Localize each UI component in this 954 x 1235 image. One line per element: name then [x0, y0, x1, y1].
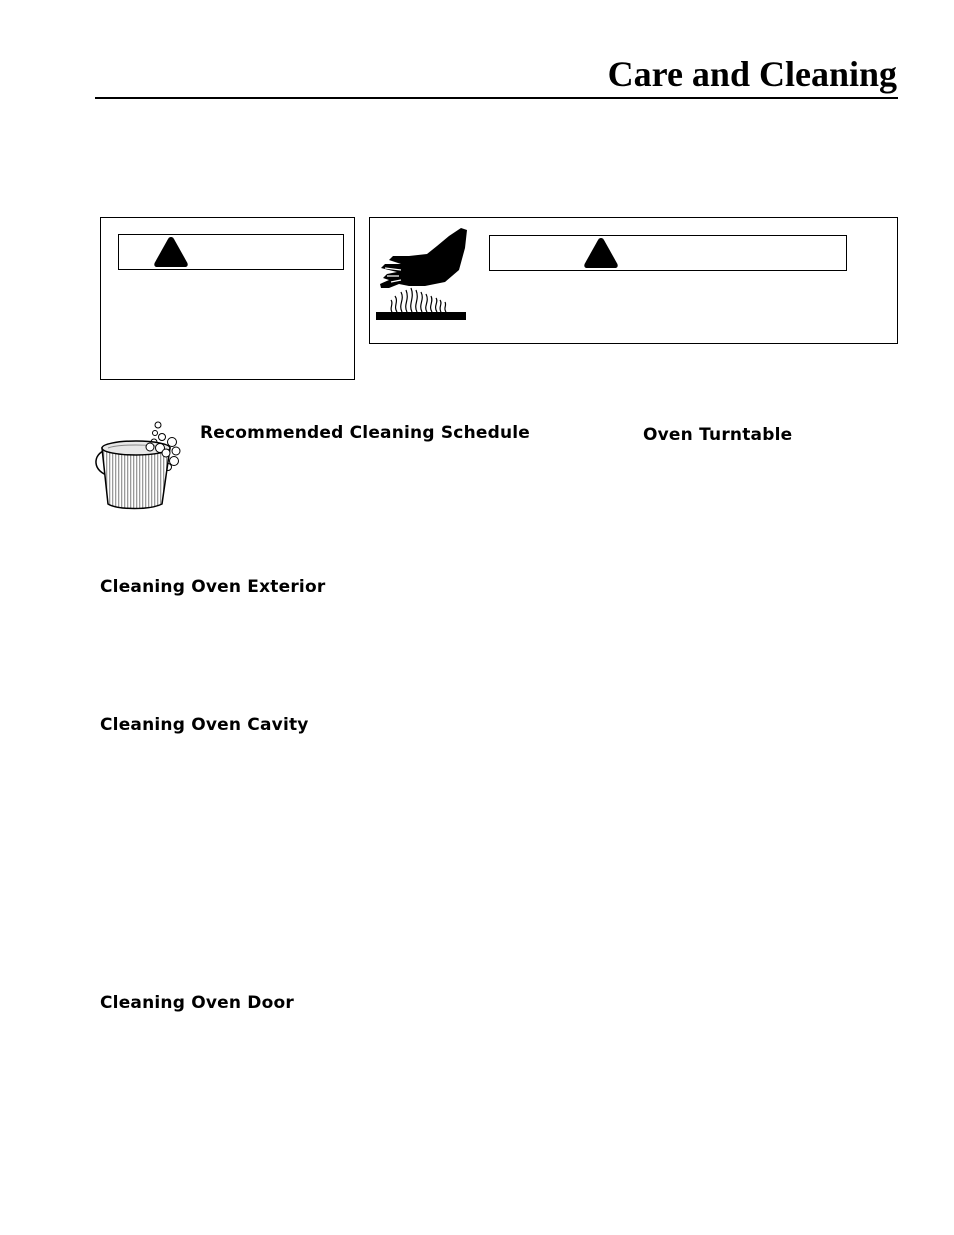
- warning-signal-bar: [118, 234, 344, 270]
- warning-box-left: [100, 217, 355, 380]
- section-heading-oven-door: Cleaning Oven Door: [100, 993, 294, 1013]
- section-heading-oven-turntable: Oven Turntable: [643, 425, 793, 445]
- alert-triangle-icon: [153, 236, 189, 268]
- warning-box-right: [369, 217, 898, 344]
- page-title: Care and Cleaning: [607, 54, 897, 94]
- section-heading-oven-cavity: Cleaning Oven Cavity: [100, 715, 309, 735]
- warning-signal-bar: [489, 235, 847, 271]
- hot-surface-hand-icon: [375, 226, 467, 321]
- section-heading-oven-exterior: Cleaning Oven Exterior: [100, 577, 326, 597]
- title-rule: [95, 97, 898, 99]
- alert-triangle-icon: [583, 237, 619, 269]
- bucket-icon: [94, 420, 184, 512]
- section-heading-recommended-schedule: Recommended Cleaning Schedule: [200, 423, 531, 443]
